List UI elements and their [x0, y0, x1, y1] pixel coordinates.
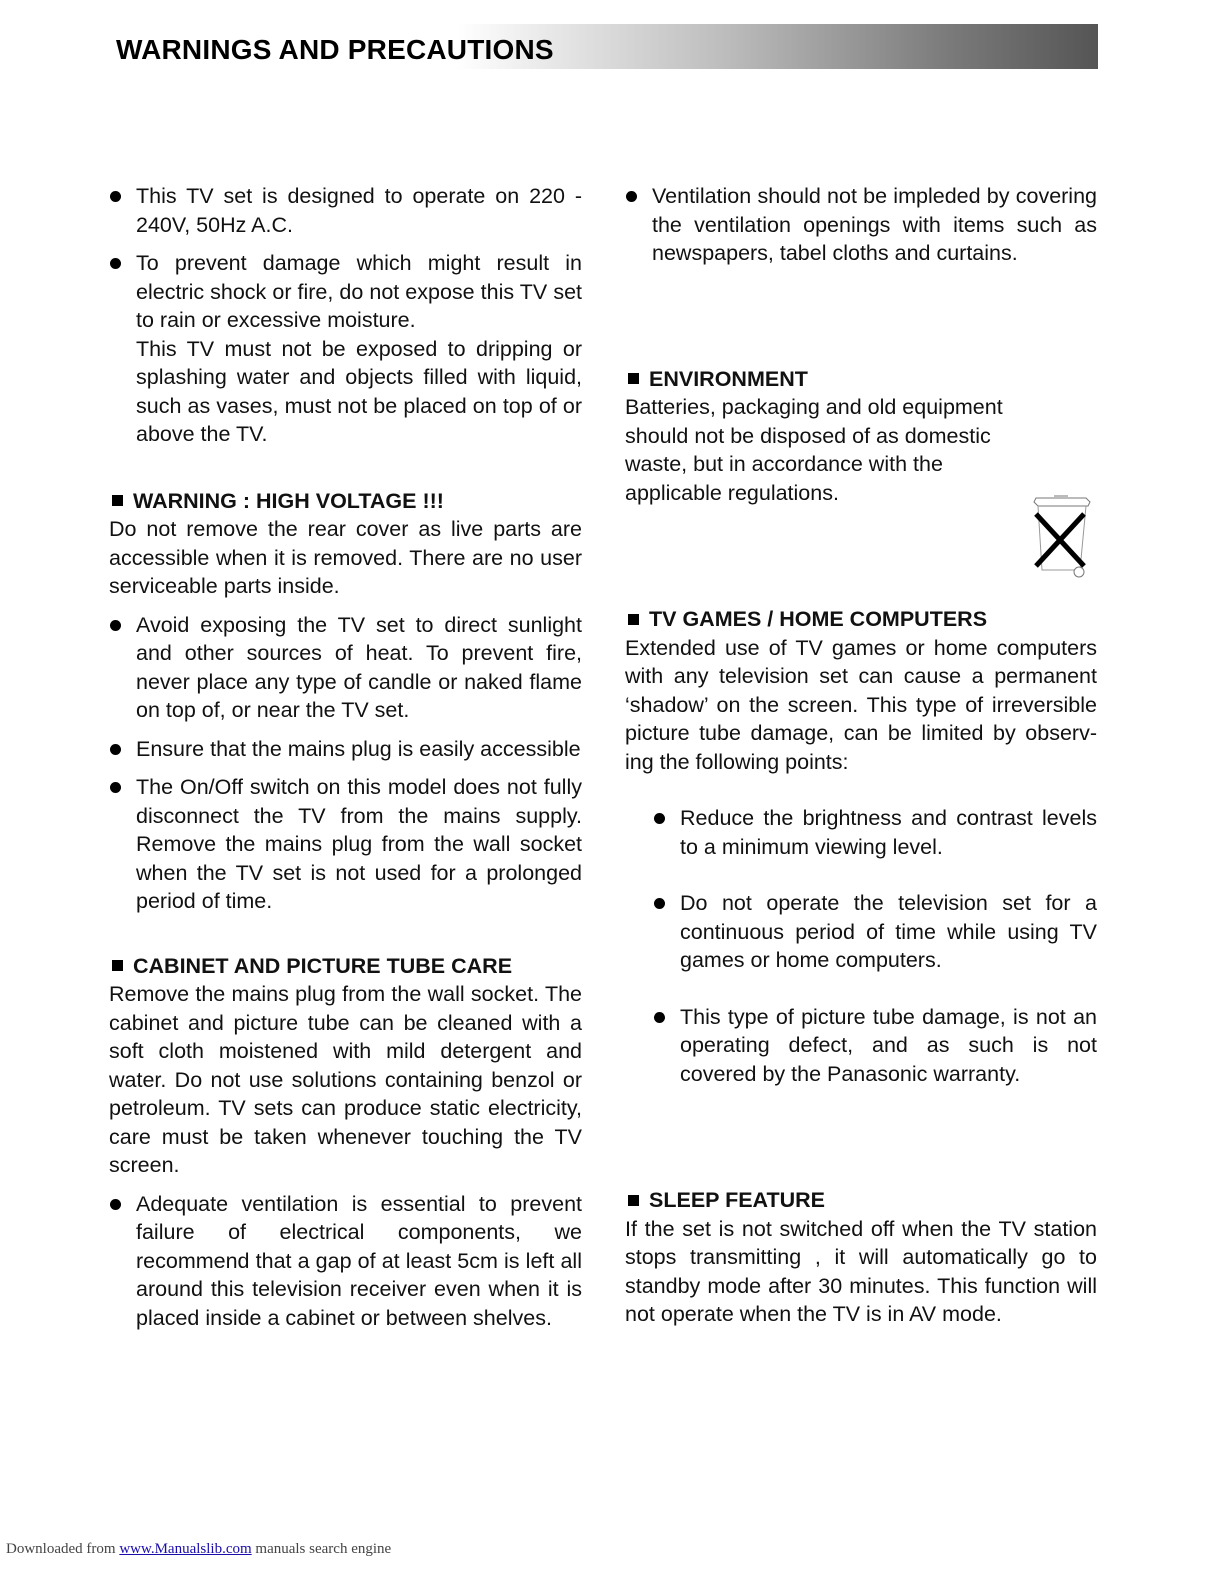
- bullet-icon: [110, 744, 121, 755]
- bullet-text: To prevent damage which might result in electric shock or fire, do not expose this TV set to rain or excessive moisture.: [136, 251, 582, 332]
- list-item: Do not operate the television set for a continuous period of time while using TV games or home computers.: [653, 889, 1097, 975]
- bullet-icon: [654, 813, 665, 824]
- games-heading: TV GAMES / HOME COMPUTERS: [625, 605, 1097, 634]
- list-item: Reduce the brightness and contrast levels to a minimum viewing level.: [653, 804, 1097, 861]
- page-title: WARNINGS AND PRECAUTIONS: [116, 34, 554, 65]
- manualslib-link[interactable]: www.Manualslib.com: [119, 1541, 252, 1557]
- list-item: This TV set is designed to operate on 220 - 240V, 50Hz A.C.: [109, 182, 582, 239]
- list-item: Adequate ventilation is essential to prevent failure of electrical components, we recommend that a gap of at least 5cm is left all around this television receiver even when it is placed inside a cabinet or between shelves.: [109, 1190, 582, 1333]
- cabinet-text: Remove the mains plug from the wall socket. The cabinet and picture tube can be cleaned with a soft cloth moistened with mild detergent and water. Do not use solutions containing benzol or petroleum. TV sets can produce static electricity, care must be taken whenever touching the TV screen.: [109, 982, 582, 1177]
- list-item: [109, 249, 582, 449]
- list-item: This type of picture tube damage, is not an operating defect, and as such is not covered by the Panasonic warranty.: [653, 1003, 1097, 1089]
- bullet-icon: [110, 191, 121, 202]
- environment-heading: ENVIRONMENT: [625, 365, 1097, 394]
- games-text: Extended use of TV games or home computers with any television set can cause a permanent ‘shadow’ on the screen. This type of irreversible picture tube damage, can be limited by observ-ing the following points:: [625, 635, 1097, 774]
- bullet-icon: [654, 898, 665, 909]
- warning-heading: WARNING : HIGH VOLTAGE !!!: [109, 487, 582, 516]
- bullet-text-continued: This TV must not be exposed to dripping or splashing water and objects filled with liquid, such as vases, must not be placed on top of or above the TV.: [136, 336, 582, 446]
- bullet-icon: [626, 191, 637, 202]
- square-icon: [628, 614, 639, 625]
- warning-text: Do not remove the rear cover as live parts are accessible when it is removed. There are no user serviceable parts inside.: [109, 517, 582, 598]
- list-item: Avoid exposing the TV set to direct sunlight and other sources of heat. To prevent fire, never place any type of candle or naked flame on top of, or near the TV set.: [109, 611, 582, 725]
- header-bar: [112, 24, 1098, 69]
- crossed-out-wheelie-bin-icon: [1024, 492, 1096, 580]
- environment-text: Batteries, packaging and old equipment should not be disposed of as domestic waste, but in accordance with the applicable regulations.: [625, 395, 1003, 505]
- square-icon: [112, 960, 123, 971]
- right-column: [625, 182, 1097, 1329]
- footer: Downloaded from www.Manualslib.com manuals search engine: [6, 1541, 392, 1557]
- list-item: Ventilation should not be impleded by covering the ventilation openings with items such as newspapers, tabel cloths and curtains.: [625, 182, 1097, 268]
- left-column: [109, 182, 582, 1332]
- bullet-icon: [110, 258, 121, 269]
- bullet-icon: [110, 620, 121, 631]
- square-icon: [112, 495, 123, 506]
- bullet-icon: [110, 1199, 121, 1210]
- games-bullet-list: [625, 804, 1097, 1088]
- sleep-text: If the set is not switched off when the TV station stops transmitting , it will automatically go to standby mode after 30 minutes. This function will not operate when the TV is in AV mode.: [625, 1216, 1097, 1326]
- list-item: Ensure that the mains plug is easily accessible: [109, 735, 582, 764]
- bullet-icon: [654, 1012, 665, 1023]
- square-icon: [628, 1195, 639, 1206]
- bullet-icon: [110, 782, 121, 793]
- square-icon: [628, 373, 639, 384]
- cabinet-heading: CABINET AND PICTURE TUBE CARE: [109, 952, 582, 981]
- list-item: The On/Off switch on this model does not fully disconnect the TV from the mains supply. Remove the mains plug from the wall socket when the TV set is not used for a prolonged period of time.: [109, 773, 582, 916]
- sleep-heading: SLEEP FEATURE: [625, 1186, 1097, 1215]
